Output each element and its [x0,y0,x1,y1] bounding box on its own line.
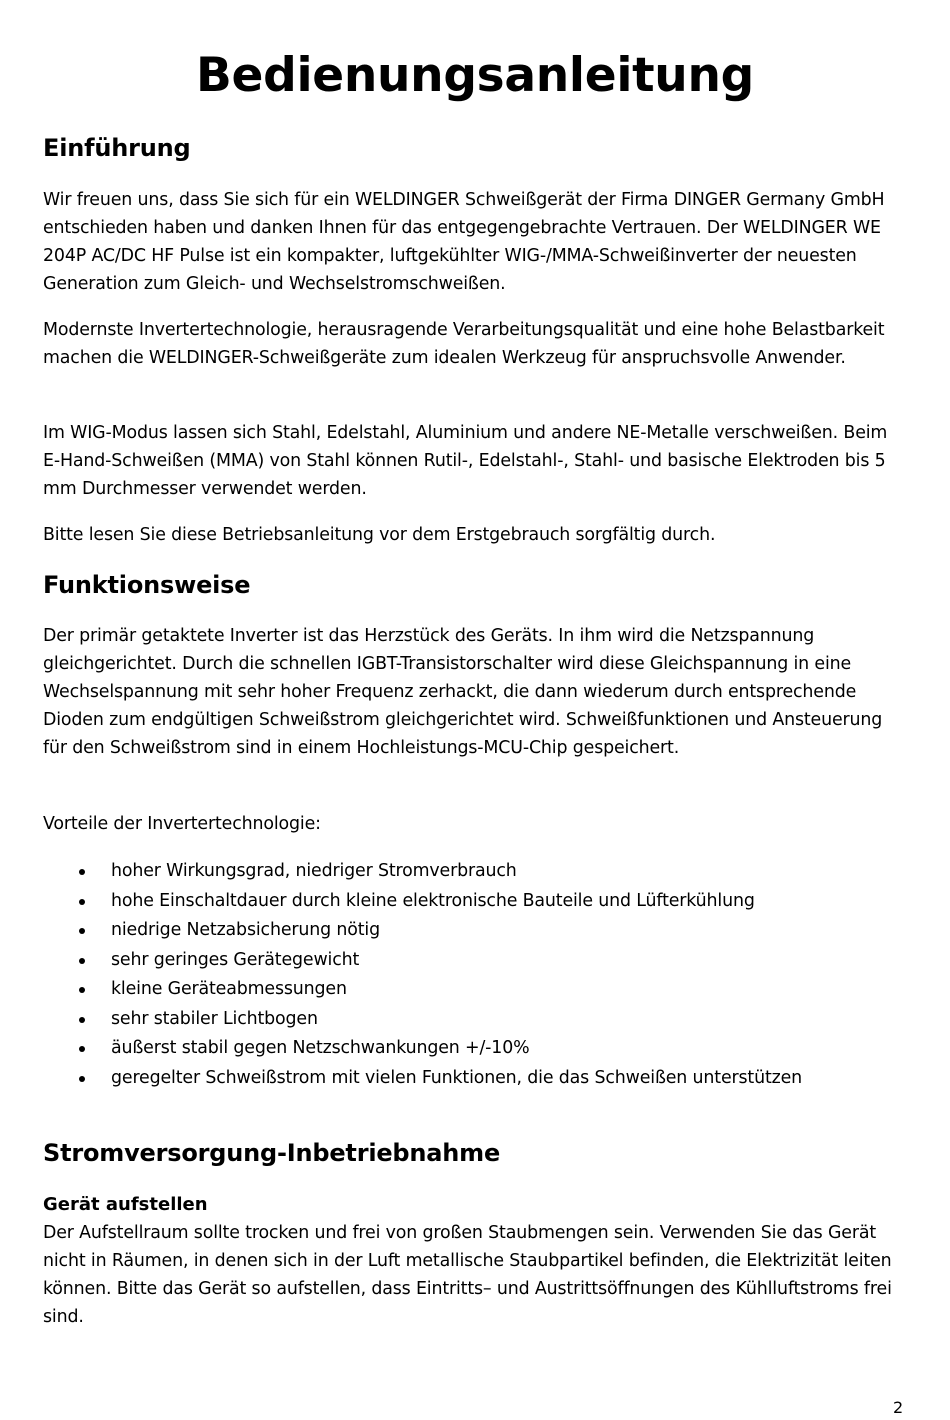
bullet-icon [79,1046,85,1052]
bullet-icon [79,869,85,875]
bullet-icon [79,1017,85,1023]
advantage-text: hohe Einschaltdauer durch kleine elektronische Bauteile und Lüfterkühlung [111,890,755,911]
section-heading-function: Funktionsweise [43,571,251,599]
list-item [43,946,893,976]
list-item [43,857,893,887]
list-item [43,1064,893,1094]
advantage-text: sehr stabiler Lichtbogen [111,1008,318,1029]
advantage-text: hoher Wirkungsgrad, niedriger Stromverbrauch [111,861,517,881]
list-item [43,975,893,1005]
intro-paragraph-1: Wir freuen uns, dass Sie sich für ein WELDINGER Schweißgerät der Firma DINGER Germany GmbH entschieden haben und danken Ihnen für das entgegengebrachte Vertrauen. Der WELDINGER WE 204P AC/DC HF Pulse ist ein kompakter, luftgekühlter WIG-/MMA-Schweißinverter der neuesten Generation zum Gleich- und Wechselstromschweißen. [43,190,885,294]
bullet-icon [79,987,85,993]
section-heading-intro: Einführung [43,134,191,162]
advantage-text: äußerst stabil gegen Netzschwankungen +/-10% [111,1038,530,1058]
advantage-text: sehr geringes Gerätegewicht [111,949,360,970]
intro-paragraph-2: Modernste Invertertechnologie, herausragende Verarbeitungsqualität und eine hohe Belastbarkeit machen die WELDINGER-Schweißgeräte zum idealen Werkzeug für anspruchsvolle Anwender. [43,320,885,368]
list-item [43,887,893,917]
bullet-icon [79,958,85,964]
setup-paragraph: Der Aufstellraum sollte trocken und frei von großen Staubmengen sein. Verwenden Sie das Gerät nicht in Räumen, in denen sich in der Luft metallische Staubpartikel befinden, die Elektrizität leiten können. Bitte das Gerät so aufstellen, dass Eintritts– und Austrittsöffnungen des Kühlluftstroms frei sind. [43,1223,892,1327]
advantage-text: kleine Geräteabmessungen [111,979,347,999]
bullet-icon [79,928,85,934]
page-number: 2 [893,1398,904,1417]
intro-paragraph-3: Im WIG-Modus lassen sich Stahl, Edelstahl, Aluminium und andere NE-Metalle verschweißen. Beim E-Hand-Schweißen (MMA) von Stahl können Rutil-, Edelstahl-, Stahl- und basische Elektroden bis 5 mm Durchmesser verwendet werden. [43,423,888,499]
advantages-list [43,857,893,1093]
section-heading-power: Stromversorgung-Inbetriebnahme [43,1139,501,1167]
list-item [43,1005,893,1035]
intro-paragraph-4: Bitte lesen Sie diese Betriebsanleitung vor dem Erstgebrauch sorgfältig durch. [43,525,716,545]
subheading-setup: Gerät aufstellen [43,1194,208,1215]
bullet-icon [79,899,85,905]
advantage-text: geregelter Schweißstrom mit vielen Funktionen, die das Schweißen unterstützen [111,1067,803,1088]
function-paragraph-1: Der primär getaktete Inverter ist das Herzstück des Geräts. In ihm wird die Netzspannung gleichgerichtet. Durch die schnellen IGBT-Transistorschalter wird diese Gleichspannung in eine Wechselspannung mit sehr hoher Frequenz zerhackt, die dann wiederum durch entsprechende Dioden zum endgültigen Schweißstrom gleichgerichtet wird. Schweißfunktionen und Ansteuerung für den Schweißstrom sind in einem Hochleistungs-MCU-Chip gespeichert. [43,626,883,758]
bullet-icon [79,1076,85,1082]
advantage-text: niedrige Netzabsicherung nötig [111,920,380,940]
list-item [43,1034,893,1064]
page-title: Bedienungsanleitung [196,48,754,103]
function-paragraph-2: Vorteile der Invertertechnologie: [43,814,321,834]
list-item [43,916,893,946]
